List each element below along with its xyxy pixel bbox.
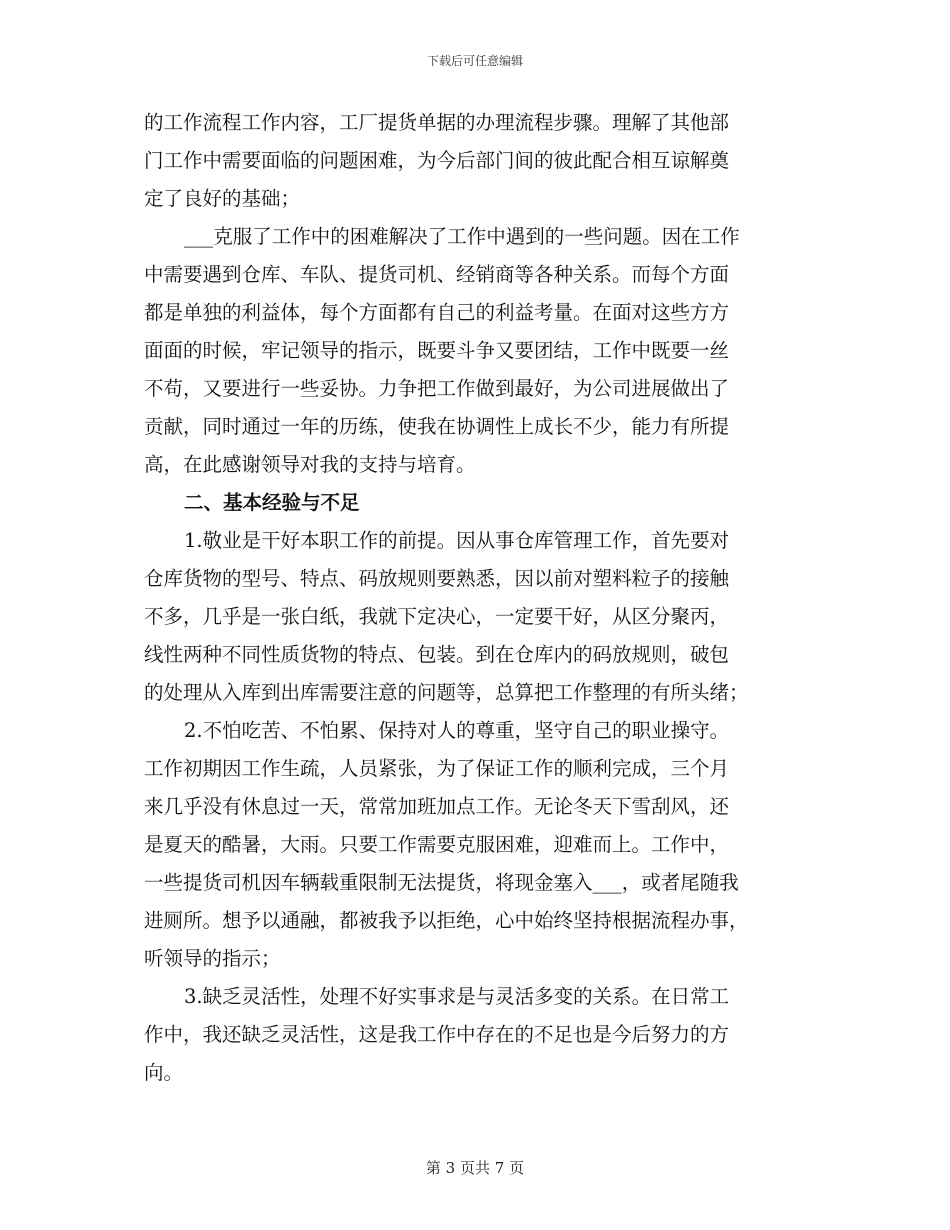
body-line: 不苟，又要进行一些妥协。力争把工作做到最好，为公司进展做出了 bbox=[144, 377, 730, 400]
page-header-note: 下载后可任意编辑 bbox=[426, 54, 523, 68]
body-line: 面面的时候，牢记领导的指示，既要斗争又要团结，工作中既要一丝 bbox=[144, 339, 730, 362]
body-line: 进厕所。想予以通融，都被我予以拒绝，心中始终坚持根据流程办事， bbox=[144, 909, 749, 932]
body-line: 来几乎没有休息过一天，常常加班加点工作。无论冬天下雪刮风，还 bbox=[144, 795, 730, 818]
document-body bbox=[144, 104, 806, 1092]
paragraph-start-line: ___克服了工作中的困难解决了工作中遇到的一些问题。因在工作 bbox=[184, 225, 740, 248]
body-line: 作中，我还缺乏灵活性，这是我工作中存在的不足也是今后努力的方 bbox=[144, 1023, 730, 1046]
body-line: 工作初期因工作生疏，人员紧张，为了保证工作的顺利完成，三个月 bbox=[144, 757, 730, 780]
paragraph-start-line: 3.缺乏灵活性，处理不好实事求是与灵活多变的关系。在日常工 bbox=[184, 985, 730, 1008]
body-line: 定了良好的基础； bbox=[144, 187, 301, 210]
section-heading: 二、基本经验与不足 bbox=[184, 491, 360, 514]
paragraph-start-line: 1.敬业是干好本职工作的前提。因从事仓库管理工作，首先要对 bbox=[184, 529, 730, 552]
body-line: 的处理从入库到出库需要注意的问题等，总算把工作整理的有所头绪； bbox=[144, 681, 749, 704]
body-line: 仓库货物的型号、特点、码放规则要熟悉，因以前对塑料粒子的接触 bbox=[144, 567, 730, 590]
body-line: 是夏天的酷暑，大雨。只要工作需要克服困难，迎难而上。工作中， bbox=[144, 833, 730, 856]
paragraph-start-line: 2.不怕吃苦、不怕累、保持对人的尊重，坚守自己的职业操守。 bbox=[184, 719, 730, 742]
body-line: 线性两种不同性质货物的特点、包装。到在仓库内的码放规则，破包 bbox=[144, 643, 730, 666]
body-line: 的工作流程工作内容，工厂提货单据的办理流程步骤。理解了其他部 bbox=[144, 111, 730, 134]
body-line: 门工作中需要面临的问题困难，为今后部门间的彼此配合相互谅解奠 bbox=[144, 149, 730, 172]
body-line: 不多，几乎是一张白纸，我就下定决心，一定要干好，从区分聚丙， bbox=[144, 605, 730, 628]
body-line: 高，在此感谢领导对我的支持与培育。 bbox=[144, 453, 476, 476]
body-line: 中需要遇到仓库、车队、提货司机、经销商等各种关系。而每个方面 bbox=[144, 263, 730, 286]
body-line: 贡献，同时通过一年的历练，使我在协调性上成长不少，能力有所提 bbox=[144, 415, 730, 438]
body-line: 一些提货司机因车辆载重限制无法提货，将现金塞入___，或者尾随我 bbox=[144, 871, 739, 894]
page-number: 第 3 页共 7 页 bbox=[425, 1159, 525, 1177]
body-line: 向。 bbox=[144, 1061, 184, 1084]
body-line: 都是单独的利益体，每个方面都有自己的利益考量。在面对这些方方 bbox=[144, 301, 730, 324]
body-line: 听领导的指示； bbox=[144, 947, 281, 970]
